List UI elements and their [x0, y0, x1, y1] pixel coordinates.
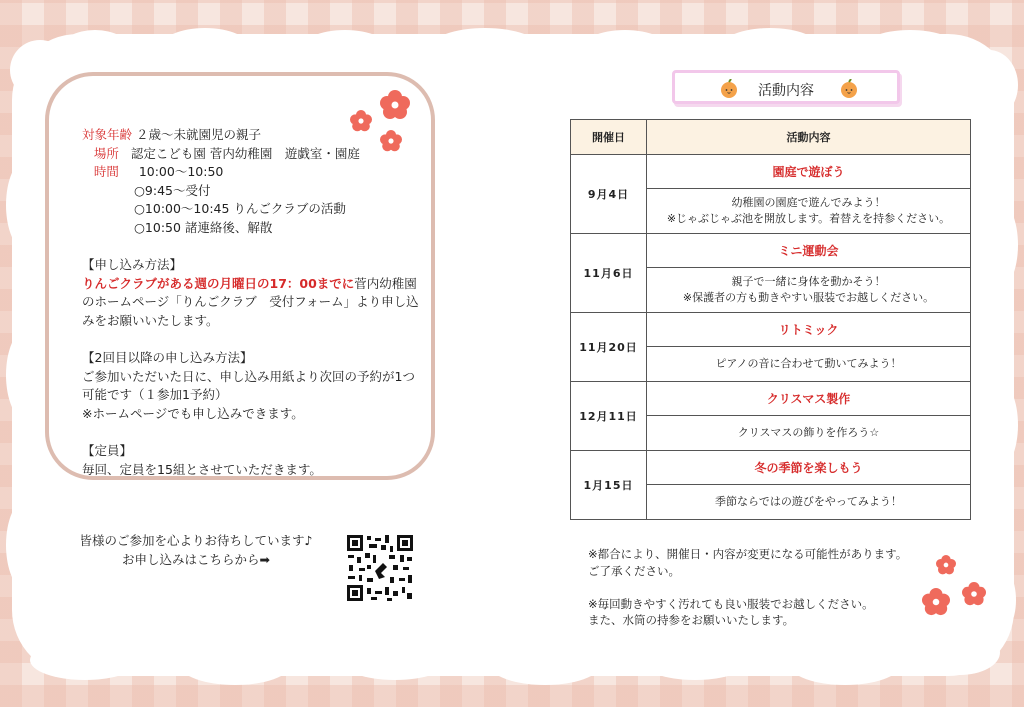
flower-icon [380, 90, 410, 120]
description-line: 幼稚園の園庭で遊んでみよう！ [731, 196, 886, 209]
apply-text: 菅内幼稚園 [354, 275, 417, 291]
orange-icon [839, 79, 859, 99]
note-line: ※都合により、開催日・内容が変更になる可能性があります。 [588, 547, 908, 561]
table-row [571, 155, 971, 189]
date-cell: 1月15日 [571, 451, 647, 520]
table-row [571, 313, 971, 347]
description-line: 親子で一緒に身体を動かそう！ [731, 275, 886, 288]
description-line: ※じゃぶじゃぶ池を開放します。着替えを持参ください。 [666, 212, 951, 225]
cloud-bump [6, 330, 46, 420]
capacity-heading: 【定員】 [82, 443, 133, 459]
second-apply-text: 可能です（１参加1予約） [82, 387, 228, 403]
cloud-bump [30, 640, 140, 680]
place-label: 場所 [93, 145, 119, 161]
table-header-row [571, 120, 971, 155]
notes [588, 546, 907, 629]
time-label: 時間 [93, 164, 119, 180]
cloud-bump [490, 645, 600, 685]
activity-cell: ミニ運動会 [647, 234, 971, 268]
apply-heading: 【申し込み方法】 [82, 257, 183, 273]
schedule-item: ○10:50 諸連絡後、解散 [134, 219, 273, 235]
note-line: ご了承ください。 [588, 563, 680, 578]
flower-icon [922, 588, 950, 616]
date-cell: 12月11日 [571, 382, 647, 451]
cloud-bump [860, 30, 960, 70]
footer-line: 皆様のご参加を心よりお待ちしています♪ [79, 533, 313, 548]
second-apply-text: ご参加いただいた日に、申し込み用紙より次回の予約が1つ [82, 368, 415, 384]
table-header: 活動内容 [647, 120, 971, 155]
cloud-bump [430, 28, 540, 68]
description-cell [647, 189, 971, 234]
cloud-bump [160, 28, 250, 68]
cloud-bump [6, 160, 46, 250]
second-apply-text: ※ホームページでも申し込みできます。 [82, 405, 304, 421]
note-line: また、水筒の持参をお願いいたします。 [588, 613, 795, 627]
table-row [571, 451, 971, 485]
activity-table [570, 119, 971, 520]
age-value: ２歳～未就園児の親子 [136, 127, 262, 142]
flower-icon [936, 555, 956, 575]
date-cell: 11月20日 [571, 313, 647, 382]
table-row [571, 382, 971, 416]
qr-code-icon[interactable] [345, 533, 415, 603]
activity-cell: リトミック [647, 313, 971, 347]
title-box [672, 70, 900, 104]
schedule-item: ○10:00～10:45 りんごクラブの活動 [134, 201, 346, 217]
apply-deadline: りんごクラブがある週の月曜日の17：00までに [82, 275, 355, 291]
time-value: 10:00～10:50 [138, 164, 224, 180]
description-line: ※保護者の方も動きやすい服装でお越しください。 [682, 291, 935, 304]
capacity-text: 毎回、定員を15組とさせていただきます。 [82, 461, 322, 477]
schedule-item: ○9:45～受付 [134, 182, 211, 198]
footer-message [66, 531, 326, 569]
apply-text: みをお願いいたします。 [82, 312, 219, 328]
age-label: 対象年齢 [82, 127, 133, 142]
cloud-bump [300, 30, 390, 70]
info-text [82, 126, 422, 479]
footer-line: お申し込みはこちらから➡ [122, 552, 270, 567]
note-line: ※毎回動きやすく汚れても良い服装でお越しください。 [588, 596, 874, 611]
description-cell [647, 268, 971, 313]
cloud-bump [920, 630, 1000, 675]
activity-cell: クリスマス製作 [647, 382, 971, 416]
date-cell: 11月6日 [571, 234, 647, 313]
second-apply-heading: 【2回目以降の申し込み方法】 [82, 350, 253, 366]
cloud-bump [180, 645, 290, 685]
description-cell: ピアノの音に合わせて動いてみよう！ [647, 347, 971, 382]
cloud-bump [340, 640, 450, 680]
description-cell: クリスマスの飾りを作ろう☆ [647, 416, 971, 451]
cloud-bump [720, 28, 820, 68]
table-row [571, 234, 971, 268]
cloud-bump [978, 380, 1018, 470]
place-value: 認定こども園 菅内幼稚園 遊戯室・園庭 [130, 145, 360, 161]
cloud-bump [580, 30, 670, 70]
activity-cell: 冬の季節を楽しもう [647, 451, 971, 485]
description-cell: 季節ならではの遊びをやってみよう！ [647, 485, 971, 520]
table-header: 開催日 [571, 120, 647, 155]
cloud-bump [790, 645, 900, 685]
cloud-bump [640, 640, 750, 680]
activity-cell: 園庭で遊ぼう [647, 155, 971, 189]
cloud-bump [60, 30, 130, 70]
page-title: 活動内容 [758, 83, 814, 99]
cloud-bump [978, 200, 1018, 290]
cloud-bump [6, 500, 46, 590]
apply-text: のホームページ「りんごクラブ 受付フォーム」より申し込 [82, 294, 419, 310]
date-cell: 9月4日 [571, 155, 647, 234]
flower-icon [962, 582, 986, 606]
cloud-bump [960, 50, 1018, 120]
